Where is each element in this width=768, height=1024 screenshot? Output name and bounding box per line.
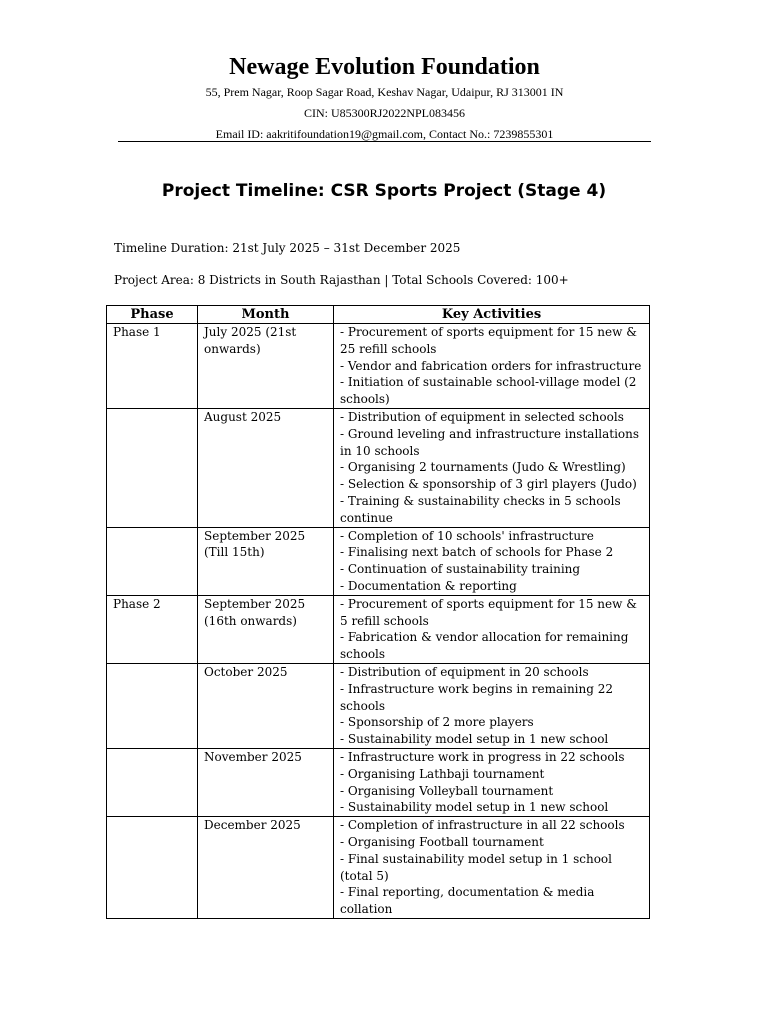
- activities-cell: [334, 527, 650, 595]
- letterhead-divider: [118, 141, 651, 142]
- activity-item: - Final reporting, documentation & media collation: [340, 885, 595, 917]
- activity-item: - Initiation of sustainable school-village model (2 schools): [340, 375, 637, 407]
- activity-item: - Organising Lathbaji tournament: [340, 766, 545, 781]
- organization-name: Newage Evolution Foundation: [229, 54, 540, 80]
- activity-item: - Sponsorship of 2 more players: [340, 715, 534, 730]
- document-title: Project Timeline: CSR Sports Project (Stage 4): [161, 181, 607, 201]
- activity-item: - Sustainability model setup in 1 new school: [340, 732, 609, 747]
- organization-address: 55, Prem Nagar, Roop Sagar Road, Keshav Nagar, Udaipur, RJ 313001 IN: [205, 85, 564, 99]
- phase-cell: Phase 2: [107, 595, 198, 663]
- activities-cell: [334, 408, 650, 527]
- header-phase: Phase: [107, 306, 198, 324]
- table-row: [107, 324, 650, 409]
- table-header-row: [107, 306, 650, 324]
- organization-cin: CIN: U85300RJ2022NPL083456: [303, 106, 465, 120]
- month-cell: September 2025 (Till 15th): [198, 527, 334, 595]
- timeline-duration: Timeline Duration: 21st July 2025 – 31st December 2025: [114, 241, 461, 255]
- activity-item: - Infrastructure work begins in remaining 22 schools: [340, 681, 614, 713]
- table-row: [107, 817, 650, 919]
- activities-cell: [334, 748, 650, 816]
- table-row: [107, 595, 650, 663]
- activity-item: - Distribution of equipment in selected schools: [340, 409, 624, 424]
- phase-cell: [107, 817, 198, 919]
- activity-item: - Selection & sponsorship of 3 girl players (Judo): [340, 477, 637, 492]
- month-cell: August 2025: [198, 408, 334, 527]
- month-cell: December 2025: [198, 817, 334, 919]
- activity-item: - Completion of infrastructure in all 22 schools: [340, 818, 625, 833]
- phase-cell: [107, 663, 198, 748]
- month-cell: September 2025 (16th onwards): [198, 595, 334, 663]
- table-row: [107, 663, 650, 748]
- activities-cell: [334, 324, 650, 409]
- activities-cell: [334, 595, 650, 663]
- project-area: Project Area: 8 Districts in South Rajasthan | Total Schools Covered: 100+: [114, 273, 569, 287]
- activity-item: - Organising Volleyball tournament: [340, 783, 554, 798]
- month-cell: November 2025: [198, 748, 334, 816]
- header-month: Month: [198, 306, 334, 324]
- activity-item: - Distribution of equipment in 20 schools: [340, 664, 589, 679]
- activity-item: - Completion of 10 schools' infrastructure: [340, 528, 594, 543]
- table-row: [107, 527, 650, 595]
- phase-cell: Phase 1: [107, 324, 198, 409]
- month-cell: July 2025 (21st onwards): [198, 324, 334, 409]
- activity-item: - Continuation of sustainability training: [340, 562, 581, 577]
- letterhead: [118, 52, 651, 145]
- table-row: [107, 748, 650, 816]
- activities-cell: [334, 663, 650, 748]
- activity-item: - Final sustainability model setup in 1 school (total 5): [340, 851, 612, 883]
- activity-item: - Training & sustainability checks in 5 schools continue: [340, 493, 621, 525]
- phase-cell: [107, 527, 198, 595]
- activity-item: - Fabrication & vendor allocation for remaining schools: [340, 630, 629, 662]
- activity-item: - Procurement of sports equipment for 15 new & 5 refill schools: [340, 596, 637, 628]
- phase-cell: [107, 408, 198, 527]
- timeline-table-body: [107, 324, 650, 919]
- activity-item: - Ground leveling and infrastructure installations in 10 schools: [340, 426, 640, 458]
- timeline-table: [106, 305, 650, 919]
- phase-cell: [107, 748, 198, 816]
- activity-item: - Infrastructure work in progress in 22 schools: [340, 749, 625, 764]
- month-cell: October 2025: [198, 663, 334, 748]
- activity-item: - Finalising next batch of schools for Phase 2: [340, 545, 614, 560]
- activity-item: - Vendor and fabrication orders for infrastructure: [340, 358, 642, 373]
- header-key-activities: Key Activities: [334, 306, 650, 324]
- activity-item: - Documentation & reporting: [340, 578, 517, 593]
- activity-item: - Organising Football tournament: [340, 834, 544, 849]
- activity-item: - Sustainability model setup in 1 new school: [340, 800, 609, 815]
- activity-item: - Procurement of sports equipment for 15 new & 25 refill schools: [340, 325, 637, 356]
- activity-item: - Organising 2 tournaments (Judo & Wrestling): [340, 460, 626, 475]
- activities-cell: [334, 817, 650, 919]
- organization-contact: Email ID: aakritifoundation19@gmail.com, Contact No.: 7239855301: [215, 127, 554, 141]
- table-row: [107, 408, 650, 527]
